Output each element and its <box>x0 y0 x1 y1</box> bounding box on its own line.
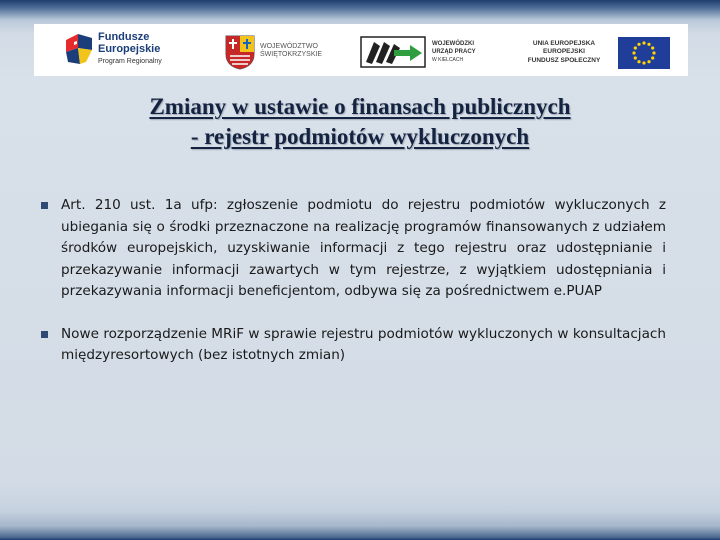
unia-europejska-logo <box>516 36 676 70</box>
title-line-1: Zmiany w ustawie o finansach publicznych <box>149 94 571 119</box>
square-bullet-icon <box>41 331 48 338</box>
wojewodztwo-logo <box>224 34 334 70</box>
wup-line1: WOJEWÓDZKI <box>432 41 474 47</box>
swietokrzyskie-label: ŚWIĘTOKRZYSKIE <box>260 51 323 59</box>
fundusze-europejskie-text <box>98 32 162 65</box>
wup-logo <box>360 36 500 70</box>
wup-line2: URZĄD PRACY <box>432 48 476 55</box>
bullet-list <box>40 195 666 388</box>
square-bullet-icon <box>41 202 48 209</box>
fundusze-europejskie-emblem-icon <box>64 32 94 66</box>
title-line-2: - rejestr podmiotów wykluczonych <box>190 124 530 149</box>
slide-title <box>60 92 660 152</box>
fundusze-label: Fundusze <box>98 31 150 43</box>
ue-line2: EUROPEJSKI <box>543 48 585 56</box>
europejskie-label: Europejskie <box>98 43 161 55</box>
ue-line1: UNIA EUROPEJSKA <box>532 40 596 47</box>
bullet-item-2 <box>40 324 666 367</box>
program-regionalny-label: Program Regionalny <box>98 58 162 65</box>
wup-line3: W KIELCACH <box>432 56 464 63</box>
coat-of-arms-icon <box>224 34 256 70</box>
eu-flag-icon <box>618 37 670 69</box>
wojewodztwo-text <box>260 43 322 60</box>
bullet-item-1 <box>40 195 666 303</box>
wup-text <box>432 41 476 63</box>
wojewodztwo-label: WOJEWÓDZTWO <box>260 43 318 50</box>
bullet-text-2: Nowe rozporządzenie MRiF w sprawie rejestru podmiotów wykluczonych w konsultacjach międzyresortowych (bez istotnych zmian) <box>61 325 666 363</box>
logo-bar <box>34 24 688 76</box>
ue-line3: FUNDUSZ SPOŁECZNY <box>527 56 601 64</box>
wup-arrow-icon <box>360 36 426 68</box>
fundusze-europejskie-logo <box>64 30 194 72</box>
bullet-text-1: Art. 210 ust. 1a ufp: zgłoszenie podmiotu do rejestru podmiotów wykluczonych z ubiegania się o środki przeznaczone na realizację programów finansowanych z udziałem środków europejskich, uzyskiwanie informacji z tego rejestru oraz udostępnianie i przekazywanie informacji zawartych w tym rejestrze, z wyjątkiem udostępniania i przekazywania informacji beneficjentom, odbywa się za pośrednictwem e.PUAP <box>61 197 666 299</box>
ue-text <box>516 40 612 65</box>
